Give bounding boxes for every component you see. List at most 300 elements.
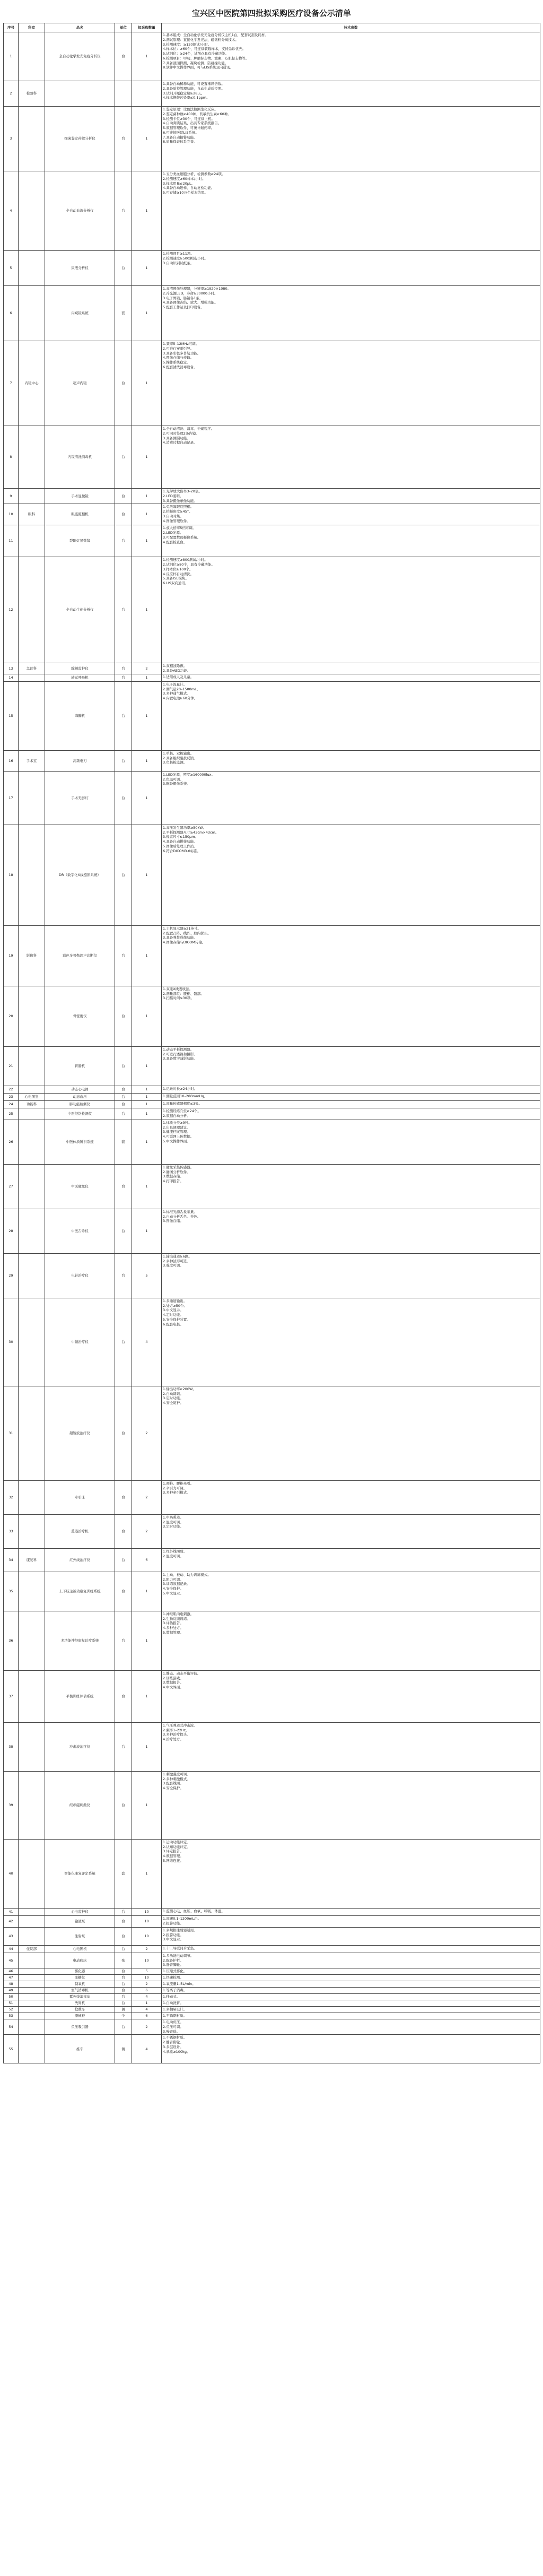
row-item-name: 转运呼吸机: [45, 674, 115, 681]
row-quantity: 4: [132, 2035, 162, 2063]
row-department: 检验科: [19, 81, 45, 107]
row-quantity: 4: [132, 1298, 162, 1386]
row-department: [19, 1981, 45, 1988]
row-item-name: 内镜清洗消毒机: [45, 426, 115, 489]
row-quantity: 2: [132, 2019, 162, 2035]
row-department: 住院部: [19, 1945, 45, 1953]
row-item-name: 全自动化学发光免疫分析仪: [45, 32, 115, 81]
row-item-name: 中频治疗仪: [45, 1298, 115, 1386]
row-specifications: 1.多抽屉设计。: [162, 2007, 540, 2013]
row-item-name: DR（数字化X线摄影系统）: [45, 825, 115, 925]
row-quantity: 1: [132, 674, 162, 681]
row-number: 10: [4, 504, 19, 525]
row-item-name: 全自动血液分析仪: [45, 171, 115, 251]
row-specifications: 1.放大倍率5档可调。 2.LED光源。 3.可配置数码摄像系统。 4.配套检查台。: [162, 525, 540, 557]
row-specifications: 1.刺激强度可调。 2.多种刺激模式。 3.配套线圈。 4.安全保护。: [162, 1771, 540, 1839]
row-department: [19, 32, 45, 81]
row-unit: 台: [115, 1994, 132, 2000]
row-item-name: 除颤监护仪: [45, 663, 115, 674]
equipment-table: [3, 23, 540, 2063]
row-unit: 台: [115, 925, 132, 986]
table-row: [4, 489, 540, 504]
table-row: [4, 1093, 540, 1100]
row-quantity: 1: [132, 1086, 162, 1093]
row-quantity: 1: [132, 1093, 162, 1100]
row-specifications: 1.鉴定原理：比色法检测生化反应。 2.鉴定菌种数≥400种，药敏抗生素≥60种。 3.检测卡位≥30个，可连续上机。 4.自动判读结果，出具专家系统报告。 5.数据管理软件，可统计耐药率。 6.可连接医院LIS系统。 7.具备自动报警功能。 8.质量保证体系完善。: [162, 107, 540, 171]
header-qty: 拟采购数量: [132, 23, 162, 32]
row-unit: 台: [115, 1927, 132, 1945]
row-quantity: 1: [132, 1100, 162, 1108]
row-specifications: 1.多功能电动调节。 2.配备护栏。 3.静音脚轮。: [162, 1953, 540, 1968]
row-department: [19, 674, 45, 681]
row-department: 手术室: [19, 750, 45, 771]
row-specifications: 1.主动、被动、助力训练模式。 2.阻力可调。 3.训练数据记录。 4.安全保护。 5.中文显示。: [162, 1572, 540, 1611]
table-row: [4, 1927, 540, 1945]
row-department: [19, 1908, 45, 1915]
row-number: 54: [4, 2019, 19, 2035]
row-number: 18: [4, 825, 19, 925]
row-department: [19, 1975, 45, 1981]
row-item-name: 心电图机: [45, 1945, 115, 1953]
table-row: [4, 1253, 540, 1298]
row-unit: 套: [115, 286, 132, 341]
row-department: [19, 1915, 45, 1927]
row-number: 34: [4, 1548, 19, 1572]
row-department: [19, 1164, 45, 1209]
row-quantity: 2: [132, 1981, 162, 1988]
row-department: [19, 171, 45, 251]
table-row: [4, 1386, 540, 1480]
row-department: [19, 1722, 45, 1771]
row-number: 20: [4, 986, 19, 1046]
row-department: [19, 825, 45, 925]
row-quantity: 1: [132, 286, 162, 341]
row-specifications: 1.等离子消毒。: [162, 1988, 540, 1994]
row-item-name: 骨密度仪: [45, 986, 115, 1046]
row-number: 9: [4, 489, 19, 504]
row-quantity: 1: [132, 750, 162, 771]
row-number: 8: [4, 426, 19, 489]
row-department: 功能科: [19, 1100, 45, 1108]
row-number: 13: [4, 663, 19, 674]
row-specifications: 1.神经肌肉电刺激。 2.生物反馈训练。 3.评估报告。 4.多种处方。 5.数据管理。: [162, 1611, 540, 1670]
row-unit: 台: [115, 1093, 132, 1100]
row-quantity: 1: [132, 925, 162, 986]
row-specifications: 1.监测心电、血压、血氧、呼吸、体温。: [162, 1908, 540, 1915]
row-item-name: 动态血压: [45, 1093, 115, 1100]
table-row: [4, 1981, 540, 1988]
header-dept: 科室: [19, 23, 45, 32]
row-unit: 台: [115, 504, 132, 525]
row-item-name: 注射泵: [45, 1927, 115, 1945]
row-item-name: 内窥镜系统: [45, 286, 115, 341]
row-number: 39: [4, 1771, 19, 1839]
row-item-name: 麻醉机: [45, 681, 115, 750]
header-name: 品名: [45, 23, 115, 32]
row-item-name: 电针治疗仪: [45, 1253, 115, 1298]
row-quantity: 1: [132, 504, 162, 525]
table-row: [4, 674, 540, 681]
row-specifications: 1.测量范围10–280mmHg。: [162, 1093, 540, 1100]
row-item-name: 上下肢主被动康复训练系统: [45, 1572, 115, 1611]
row-specifications: 1.红外线照射。 2.温度可调。: [162, 1548, 540, 1572]
table-row: [4, 2007, 540, 2013]
table-row: [4, 1548, 540, 1572]
row-number: 5: [4, 251, 19, 286]
row-department: [19, 1839, 45, 1908]
row-department: [19, 426, 45, 489]
row-unit: 台: [115, 107, 132, 171]
table-row: [4, 1945, 540, 1953]
table-row: [4, 1108, 540, 1120]
table-row: [4, 1086, 540, 1093]
table-row: [4, 2000, 540, 2007]
row-item-name: 经颅磁刺激仪: [45, 1771, 115, 1839]
row-specifications: 1.高压发生器功率≥50kW。 2.平板探测器尺寸≥43cm×43cm。 3.像素尺寸≤150μm。 4.具备自动拼接功能。 5.图像后处理工作站。 6.符合DICOM3.0标准。: [162, 825, 540, 925]
row-quantity: 10: [132, 1915, 162, 1927]
row-unit: 台: [115, 2019, 132, 2035]
row-item-name: 推车: [45, 2035, 115, 2063]
table-row: [4, 925, 540, 986]
row-specifications: 1.动态平板探测器。 2.可进行透视和摄影。 3.具备数字减影功能。: [162, 1046, 540, 1086]
row-number: 6: [4, 286, 19, 341]
row-number: 27: [4, 1164, 19, 1209]
row-quantity: 1: [132, 1164, 162, 1209]
row-item-name: 制氧机: [45, 1981, 115, 1988]
row-specifications: 1.输出通道≥6路。 2.多种波形可选。 3.强度可调。: [162, 1253, 540, 1298]
row-quantity: 1: [132, 1209, 162, 1253]
row-department: 影像科: [19, 925, 45, 986]
row-number: 3: [4, 107, 19, 171]
row-specifications: 1.十二导联同步采集。: [162, 1945, 540, 1953]
row-specifications: 1.具备自动稀释功能，可设置稀释倍数。 2.具备质控管理功能，自动生成质控图。 3.试剂开瓶稳定期≥28天。 4.样本携带污染率≤0.1ppm。: [162, 81, 540, 107]
table-row: [4, 771, 540, 825]
row-number: 2: [4, 81, 19, 107]
table-row: [4, 986, 540, 1046]
table-row: [4, 81, 540, 107]
row-unit: 辆: [115, 2007, 132, 2013]
table-row: [4, 1480, 540, 1514]
table-row: [4, 1209, 540, 1253]
row-department: [19, 489, 45, 504]
row-department: [19, 251, 45, 286]
row-department: [19, 986, 45, 1046]
row-specifications: 1.检测经络穴位≥24个。 2.数据自动分析。: [162, 1108, 540, 1120]
row-specifications: 1.双相波除颤。 2.具备AED功能。: [162, 663, 540, 674]
row-specifications: 1.氧流量1–5L/min。: [162, 1981, 540, 1988]
row-department: [19, 525, 45, 557]
row-department: [19, 1108, 45, 1120]
row-item-name: 雾化器: [45, 1968, 115, 1975]
row-quantity: 6: [132, 1988, 162, 1994]
row-department: [19, 1298, 45, 1386]
row-department: [19, 1994, 45, 2000]
row-specifications: 1.记录时长≥24小时。: [162, 1086, 540, 1093]
row-quantity: 1: [132, 557, 162, 663]
row-number: 47: [4, 1975, 19, 1981]
row-item-name: 超声内镜: [45, 341, 115, 426]
row-unit: 套: [115, 1120, 132, 1164]
row-item-name: 超短波治疗仪: [45, 1386, 115, 1480]
row-specifications: 1.多规格注射器适用。 2.报警功能。 3.中文显示。: [162, 1927, 540, 1945]
row-unit: 台: [115, 1915, 132, 1927]
row-department: 眼科: [19, 504, 45, 525]
row-specifications: 1.标准光源舌象采集。 2.自动分析舌色、苔色。 3.图像存储。: [162, 1209, 540, 1253]
row-unit: 台: [115, 1480, 132, 1514]
row-specifications: 1.气压弹道式冲击波。 2.频率1–22Hz。 3.多种治疗探头。 4.治疗处方。: [162, 1722, 540, 1771]
row-specifications: 1.压缩式雾化。: [162, 1968, 540, 1975]
table-row: [4, 1953, 540, 1968]
row-unit: 台: [115, 1988, 132, 1994]
row-quantity: 1: [132, 681, 162, 750]
row-specifications: 1.快速检测。: [162, 1975, 540, 1981]
row-number: 23: [4, 1093, 19, 1100]
row-number: 51: [4, 2000, 19, 2007]
row-unit: 台: [115, 1771, 132, 1839]
row-number: 35: [4, 1572, 19, 1611]
row-quantity: 2: [132, 663, 162, 674]
row-quantity: 1: [132, 1046, 162, 1086]
row-specifications: 1.五分类血细胞分析，检测参数≥24项。 2.检测速度≥60样本/小时。 3.样本用量≤20μL。 4.具备自动进样、自动复检功能。 5.可存储≥10万个样本结果。: [162, 171, 540, 251]
row-specifications: 1.自动洗胃。: [162, 2000, 540, 2007]
row-item-name: 紫外线消毒车: [45, 1994, 115, 2000]
row-quantity: 1: [132, 1108, 162, 1120]
row-specifications: 1.光学放大倍率3–20倍。 2.LED照明。 3.具备摄像录像功能。: [162, 489, 540, 504]
row-quantity: 2: [132, 1514, 162, 1548]
row-specifications: 1.单极、双极输出。 2.具备组织阻抗反馈。 3.负极板监测。: [162, 750, 540, 771]
row-item-name: 中医体质辨识系统: [45, 1120, 115, 1164]
row-department: [19, 1968, 45, 1975]
row-unit: 台: [115, 1108, 132, 1120]
table-row: [4, 1988, 540, 1994]
row-specifications: 1.LED光源，照度≥160000lux。 2.色温可调。 3.配备摄像系统。: [162, 771, 540, 825]
row-quantity: 1: [132, 341, 162, 426]
row-specifications: 1.电子流量计。 2.潮气量20–1500mL。 3.多种通气模式。 4.内置电池≥60分钟。: [162, 681, 540, 750]
row-number: 52: [4, 2007, 19, 2013]
row-unit: 台: [115, 674, 132, 681]
row-unit: 台: [115, 1908, 132, 1915]
row-item-name: 高频电刀: [45, 750, 115, 771]
table-row: [4, 1514, 540, 1548]
row-item-name: 器械柜: [45, 2013, 115, 2019]
row-unit: 台: [115, 1670, 132, 1722]
row-quantity: 1: [132, 32, 162, 81]
row-specifications: 1.主机显示器≥21英寸。 2.配置凸阵、线阵、腔内探头。 3.具备弹性成像功能。 4.图像存储与DICOM传输。: [162, 925, 540, 986]
row-specifications: 1.免散瞳眼底照相。 2.拍摄角度≥45°。 3.自动对焦。 4.图像管理软件。: [162, 504, 540, 525]
row-item-name: 牵引床: [45, 1480, 115, 1514]
row-item-name: 中医经络检测仪: [45, 1108, 115, 1120]
row-quantity: 1: [132, 1670, 162, 1722]
table-row: [4, 1968, 540, 1975]
row-quantity: 1: [132, 107, 162, 171]
table-row: [4, 825, 540, 925]
row-department: [19, 1572, 45, 1611]
row-specifications: 1.不锈钢材质。 2.静音脚轮。 3.多层设计。 4.承重≥100kg。: [162, 2035, 540, 2063]
row-unit: 台: [115, 681, 132, 750]
row-item-name: 彩色多普勒超声诊断仪: [45, 925, 115, 986]
row-unit: 台: [115, 1968, 132, 1975]
row-quantity: 4: [132, 2007, 162, 2013]
row-quantity: 10: [132, 1908, 162, 1915]
row-quantity: 2: [132, 1386, 162, 1480]
row-quantity: 2: [132, 1945, 162, 1953]
row-specifications: 1.多通道输出。 2.处方≥50个。 3.中文显示。 4.定时功能。 5.安全保护装置。 6.配套电极。: [162, 1298, 540, 1386]
row-number: 36: [4, 1611, 19, 1670]
row-unit: 台: [115, 557, 132, 663]
row-quantity: 1: [132, 771, 162, 825]
row-number: 22: [4, 1086, 19, 1093]
row-department: [19, 1253, 45, 1298]
row-specifications: 1.中药熏蒸。 2.温度可调。 3.定时功能。: [162, 1514, 540, 1548]
row-number: 30: [4, 1298, 19, 1386]
row-number: 41: [4, 1908, 19, 1915]
row-number: 46: [4, 1968, 19, 1975]
row-specifications: 1.双能X线吸收法。 2.测量部位：腰椎、髋部。 3.扫描时间≤30秒。: [162, 986, 540, 1046]
header-no: 序号: [4, 23, 19, 32]
row-item-name: 心电监护仪: [45, 1908, 115, 1915]
row-number: 21: [4, 1046, 19, 1086]
row-specifications: 1.运动功能评定。 2.认知功能评定。 3.评定报告。 4.数据管理。 5.网络连接。: [162, 1839, 540, 1908]
row-department: [19, 1514, 45, 1548]
row-number: 33: [4, 1514, 19, 1548]
table-row: [4, 750, 540, 771]
table-row: [4, 663, 540, 674]
row-item-name: [45, 81, 115, 107]
row-item-name: 智能化康复评定系统: [45, 1839, 115, 1908]
row-specifications: 1.不锈钢材质。: [162, 2013, 540, 2019]
row-quantity: 1: [132, 251, 162, 286]
row-unit: 台: [115, 750, 132, 771]
table-header-row: [4, 23, 540, 32]
row-number: 31: [4, 1386, 19, 1480]
row-number: 4: [4, 171, 19, 251]
row-department: [19, 1046, 45, 1086]
table-row: [4, 504, 540, 525]
row-specifications: 1.输出功率≥200W。 2.自动调谐。 3.定时功能。 4.安全防护。: [162, 1386, 540, 1480]
row-number: 45: [4, 1953, 19, 1968]
row-unit: 台: [115, 663, 132, 674]
row-quantity: 1: [132, 171, 162, 251]
row-item-name: 电动病床: [45, 1953, 115, 1968]
row-item-name: 细菌鉴定药敏分析仪: [45, 107, 115, 171]
row-specifications: 1.静态、动态平衡评估。 2.训练游戏。 3.数据报告。 4.中文界面。: [162, 1670, 540, 1722]
row-item-name: 熏蒸治疗机: [45, 1514, 115, 1548]
row-number: 50: [4, 1994, 19, 2000]
row-item-name: 中医脉象仪: [45, 1164, 115, 1209]
row-number: 11: [4, 525, 19, 557]
row-unit: 个: [115, 2013, 132, 2019]
row-specifications: 1.适用成人及儿童。: [162, 674, 540, 681]
row-specifications: 1.电动负压。 2.负压可调。 3.噪音低。: [162, 2019, 540, 2035]
table-row: [4, 32, 540, 81]
table-row: [4, 1611, 540, 1670]
row-unit: 台: [115, 525, 132, 557]
row-number: 49: [4, 1988, 19, 1994]
row-number: 29: [4, 1253, 19, 1298]
row-quantity: 1: [132, 1572, 162, 1611]
row-unit: 台: [115, 251, 132, 286]
row-number: 15: [4, 681, 19, 750]
row-unit: 台: [115, 1572, 132, 1611]
row-number: 55: [4, 2035, 19, 2063]
row-number: 42: [4, 1915, 19, 1927]
row-item-name: 血糖仪: [45, 1975, 115, 1981]
row-item-name: 中医舌诊仪: [45, 1209, 115, 1253]
row-unit: 台: [115, 341, 132, 426]
table-row: [4, 1839, 540, 1908]
header-spec: 技术参数: [162, 23, 540, 32]
row-department: [19, 286, 45, 341]
row-department: [19, 2000, 45, 2007]
row-department: 心电图室: [19, 1093, 45, 1100]
row-department: [19, 771, 45, 825]
row-department: [19, 1771, 45, 1839]
row-unit: 台: [115, 1514, 132, 1548]
row-quantity: 1: [132, 1771, 162, 1839]
row-unit: 台: [115, 1945, 132, 1953]
row-quantity: 2: [132, 1480, 162, 1514]
row-item-name: 尿液分析仪: [45, 251, 115, 286]
table-row: [4, 1915, 540, 1927]
row-quantity: 6: [132, 2013, 162, 2019]
row-department: [19, 1611, 45, 1670]
row-department: [19, 2007, 45, 2013]
row-quantity: 1: [132, 2000, 162, 2007]
row-item-name: 多功能神经康复诊疗系统: [45, 1611, 115, 1670]
table-row: [4, 426, 540, 489]
table-row: [4, 1975, 540, 1981]
table-row: [4, 1572, 540, 1611]
row-unit: 台: [115, 1086, 132, 1093]
row-unit: 台: [115, 1981, 132, 1988]
table-row: [4, 251, 540, 286]
row-item-name: 红外线治疗仪: [45, 1548, 115, 1572]
row-number: 17: [4, 771, 19, 825]
row-department: 内镜中心: [19, 341, 45, 426]
row-item-name: 眼底照相机: [45, 504, 115, 525]
row-unit: 辆: [115, 2035, 132, 2063]
row-department: [19, 1988, 45, 1994]
row-item-name: 平衡训练评估系统: [45, 1670, 115, 1722]
table-row: [4, 341, 540, 426]
row-department: [19, 1480, 45, 1514]
row-specifications: 1.流量传感器精度≤3%。: [162, 1100, 540, 1108]
row-item-name: 抢救车: [45, 2007, 115, 2013]
table-row: [4, 1298, 540, 1386]
row-number: 40: [4, 1839, 19, 1908]
row-number: 43: [4, 1927, 19, 1945]
row-quantity: 1: [132, 1120, 162, 1164]
row-department: [19, 1927, 45, 1945]
row-quantity: 1: [132, 1611, 162, 1670]
table-row: [4, 1771, 540, 1839]
row-specifications: 1.颈椎、腰椎牵引。 2.牵引力可调。 3.多种牵引模式。: [162, 1480, 540, 1514]
row-item-name: 输液泵: [45, 1915, 115, 1927]
row-unit: [115, 81, 132, 107]
row-specifications: 1.检测项目≥11项。 2.检测速度≥500测试/小时。 3.自动识别试纸条。: [162, 251, 540, 286]
row-number: 1: [4, 32, 19, 81]
table-row: [4, 2035, 540, 2063]
row-department: [19, 1953, 45, 1968]
header-unit: 单位: [115, 23, 132, 32]
row-quantity: 1: [132, 1722, 162, 1771]
row-item-name: 负压吸引器: [45, 2019, 115, 2035]
table-row: [4, 1722, 540, 1771]
table-row: [4, 1100, 540, 1108]
row-specifications: 1.频率5–12MHz可调。 2.可进行穿刺引导。 3.具备彩色多普勒功能。 4.图像存储与传输。 5.操作系统稳定。 6.配套清洗消毒设备。: [162, 341, 540, 426]
row-item-name: 空气消毒机: [45, 1988, 115, 1994]
table-row: [4, 1164, 540, 1209]
